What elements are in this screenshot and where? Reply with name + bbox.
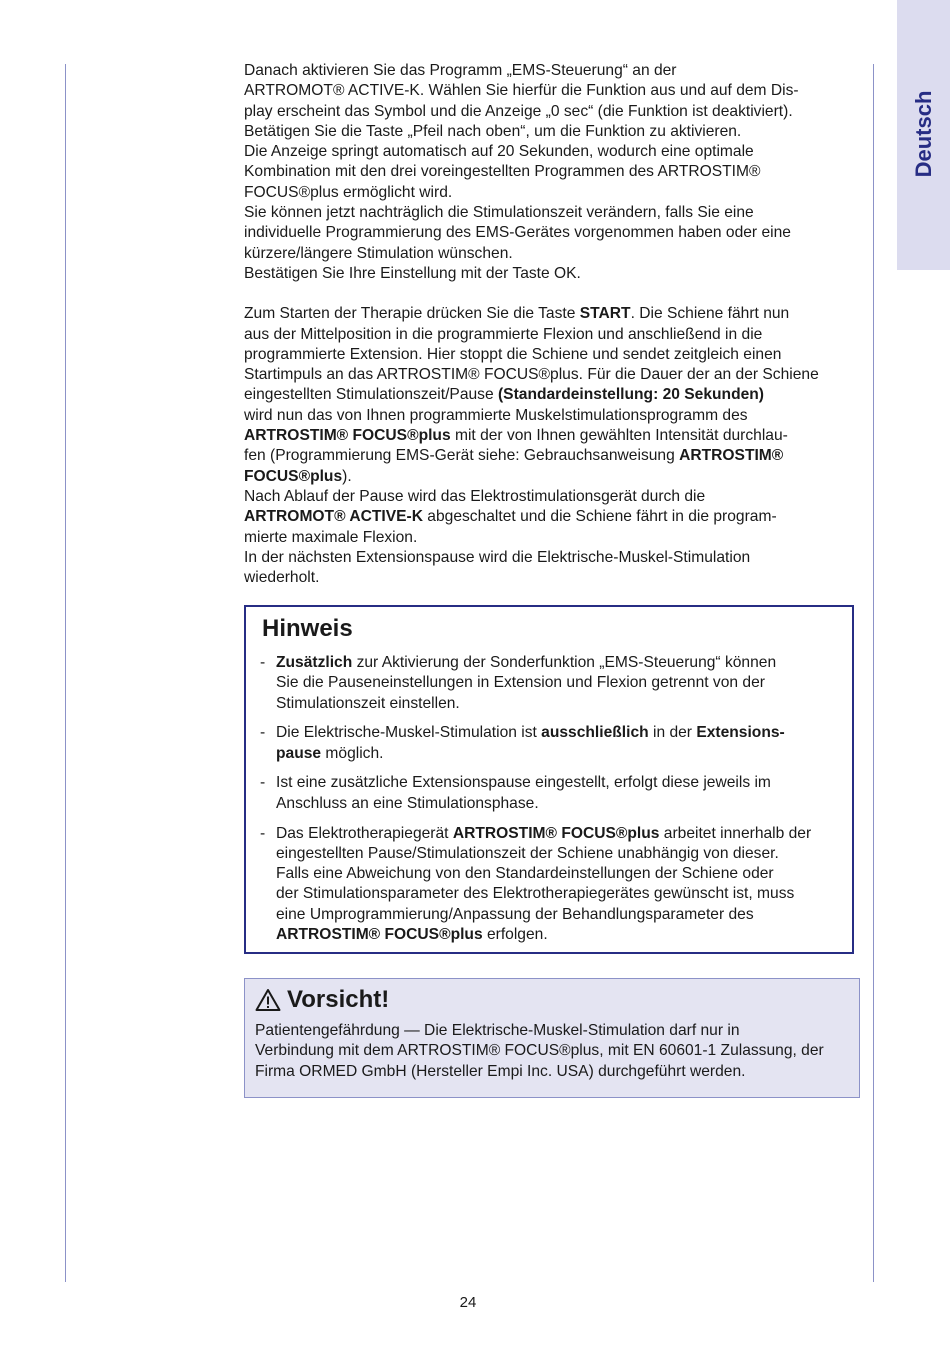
text-line: wird nun das von Ihnen programmierte Muskelstimulationsprogramm des bbox=[244, 406, 748, 424]
text-line: Falls eine Abweichung von den Standardeinstellungen der Schiene oder bbox=[276, 865, 774, 883]
text-run-bold: Extensions- bbox=[696, 724, 785, 742]
text-line: play erscheint das Symbol und die Anzeige „0 sec“ (die Funktion ist deaktiviert). bbox=[244, 102, 793, 120]
text-line: kürzere/längere Stimulation wünschen. bbox=[244, 244, 513, 262]
list-item bbox=[260, 824, 838, 946]
text-run-bold: ausschließlich bbox=[541, 724, 649, 742]
text-line: Verbindung mit dem ARTROSTIM® FOCUS®plus, mit EN 60601-1 Zulassung, der bbox=[255, 1042, 824, 1060]
text-run: möglich. bbox=[321, 744, 384, 762]
text-line: Stimulationszeit einstellen. bbox=[276, 694, 460, 712]
text-line: ARTROMOT® ACTIVE-K. Wählen Sie hierfür die Funktion aus und auf dem Dis- bbox=[244, 82, 799, 100]
text-line: Patientengefährdung — Die Elektrische-Muskel-Stimulation darf nur in bbox=[255, 1022, 740, 1039]
text-line: Sie können jetzt nachträglich die Stimulationszeit verändern, falls Sie eine bbox=[244, 204, 754, 222]
text-run-bold: ARTROSTIM® bbox=[679, 447, 784, 465]
text-line: Betätigen Sie die Taste „Pfeil nach oben“, um die Funktion zu aktivieren. bbox=[244, 122, 742, 140]
text-line: Anschluss an eine Stimulationsphase. bbox=[276, 794, 539, 812]
text-run-bold: pause bbox=[276, 744, 322, 762]
list-item bbox=[260, 653, 838, 714]
text-run-bold: Zusätzlich bbox=[276, 654, 353, 671]
page-number: 24 bbox=[459, 1294, 477, 1311]
text-line: Startimpuls an das ARTROSTIM® FOCUS®plus. Für die Dauer der an der Schiene bbox=[244, 366, 819, 384]
note-title: Hinweis bbox=[262, 615, 353, 642]
language-tab bbox=[897, 0, 950, 270]
caution-box bbox=[244, 978, 860, 1098]
note-box bbox=[244, 605, 854, 954]
text-line: mierte maximale Flexion. bbox=[244, 528, 418, 546]
text-run-bold: ARTROSTIM® FOCUS®plus bbox=[276, 926, 483, 944]
text-line: der Stimulationsparameter des Elektrotherapiegerätes gewünscht ist, muss bbox=[276, 885, 795, 903]
text-run: zur Aktivierung der Sonderfunktion „EMS-Steuerung“ können bbox=[352, 654, 777, 671]
text-line: Ist eine zusätzliche Extensionspause eingestellt, erfolgt diese jeweils im bbox=[276, 774, 771, 792]
main-text bbox=[244, 61, 859, 588]
caution-heading bbox=[255, 985, 849, 1015]
caution-title: Vorsicht! bbox=[287, 986, 390, 1013]
list-dash: - bbox=[260, 774, 266, 792]
list-dash: - bbox=[260, 824, 266, 842]
text-line: FOCUS®plus ermöglicht wird. bbox=[244, 183, 453, 201]
left-margin-rule bbox=[65, 64, 66, 1282]
paragraph-1 bbox=[244, 61, 859, 284]
text-line: Sie die Pauseneinstellungen in Extension und Flexion getrennt von der bbox=[276, 674, 765, 692]
text-run-bold: FOCUS®plus bbox=[244, 467, 343, 485]
text-run: erfolgen. bbox=[482, 926, 548, 944]
text-line: aus der Mittelposition in die programmierte Flexion und anschließend in die bbox=[244, 325, 763, 343]
text-line: In der nächsten Extensionspause wird die Elektrische-Muskel-Stimulation bbox=[244, 548, 751, 566]
note-list bbox=[260, 653, 838, 945]
text-run: eingestellten Stimulationszeit/Pause bbox=[244, 386, 498, 404]
text-run-bold: ARTROMOT® ACTIVE-K bbox=[244, 508, 423, 526]
text-run: ). bbox=[342, 467, 352, 485]
text-line: eingestellten Pause/Stimulationszeit der Schiene unabhängig von dieser. bbox=[276, 844, 779, 862]
text-run-bold: START bbox=[579, 305, 631, 323]
list-item bbox=[260, 773, 838, 814]
text-run: abgeschaltet und die Schiene fährt in die program- bbox=[422, 508, 777, 526]
language-tab-label: Deutsch bbox=[910, 90, 936, 178]
text-line: Kombination mit den drei voreingestellten Programmen des ARTROSTIM® bbox=[244, 163, 761, 181]
text-line: eine Umprogrammierung/Anpassung der Behandlungsparameter des bbox=[276, 905, 754, 923]
text-run-bold: (Standardeinstellung: 20 Sekunden) bbox=[497, 386, 764, 404]
text-run: Die Elektrische-Muskel-Stimulation ist bbox=[276, 724, 542, 742]
list-dash: - bbox=[260, 724, 266, 742]
text-run: fen (Programmierung EMS-Gerät siehe: Gebrauchsanweisung bbox=[244, 447, 680, 465]
text-run: in der bbox=[648, 724, 697, 742]
text-line: Die Anzeige springt automatisch auf 20 Sekunden, wodurch eine optimale bbox=[244, 143, 754, 161]
text-line: individuelle Programmierung des EMS-Gerätes vorgenommen haben oder eine bbox=[244, 224, 791, 242]
text-run: Das Elektrotherapiegerät bbox=[276, 824, 453, 842]
warning-triangle-icon bbox=[255, 988, 281, 1012]
list-dash: - bbox=[260, 654, 266, 671]
text-line: Danach aktivieren Sie das Programm „EMS-Steuerung“ an der bbox=[244, 62, 677, 79]
text-line: wiederholt. bbox=[244, 569, 320, 587]
text-line: Bestätigen Sie Ihre Einstellung mit der Taste OK. bbox=[244, 264, 581, 282]
text-run: arbeitet innerhalb der bbox=[659, 824, 812, 842]
paragraph-2 bbox=[244, 304, 859, 588]
right-margin-rule bbox=[873, 64, 874, 1282]
caution-text bbox=[255, 1021, 849, 1082]
text-line: Firma ORMED GmbH (Hersteller Empi Inc. USA) durchgeführt werden. bbox=[255, 1062, 746, 1080]
text-run: mit der von Ihnen gewählten Intensität durchlau- bbox=[450, 427, 788, 445]
list-item bbox=[260, 723, 838, 764]
text-run: . Die Schiene fährt nun bbox=[630, 305, 790, 323]
text-run-bold: ARTROSTIM® FOCUS®plus bbox=[244, 427, 451, 445]
text-run-bold: ARTROSTIM® FOCUS®plus bbox=[452, 824, 660, 842]
text-line: Nach Ablauf der Pause wird das Elektrostimulationsgerät durch die bbox=[244, 487, 706, 505]
text-run: Zum Starten der Therapie drücken Sie die Taste bbox=[244, 305, 580, 323]
text-line: programmierte Extension. Hier stoppt die Schiene und sendet zeitgleich einen bbox=[244, 345, 782, 363]
